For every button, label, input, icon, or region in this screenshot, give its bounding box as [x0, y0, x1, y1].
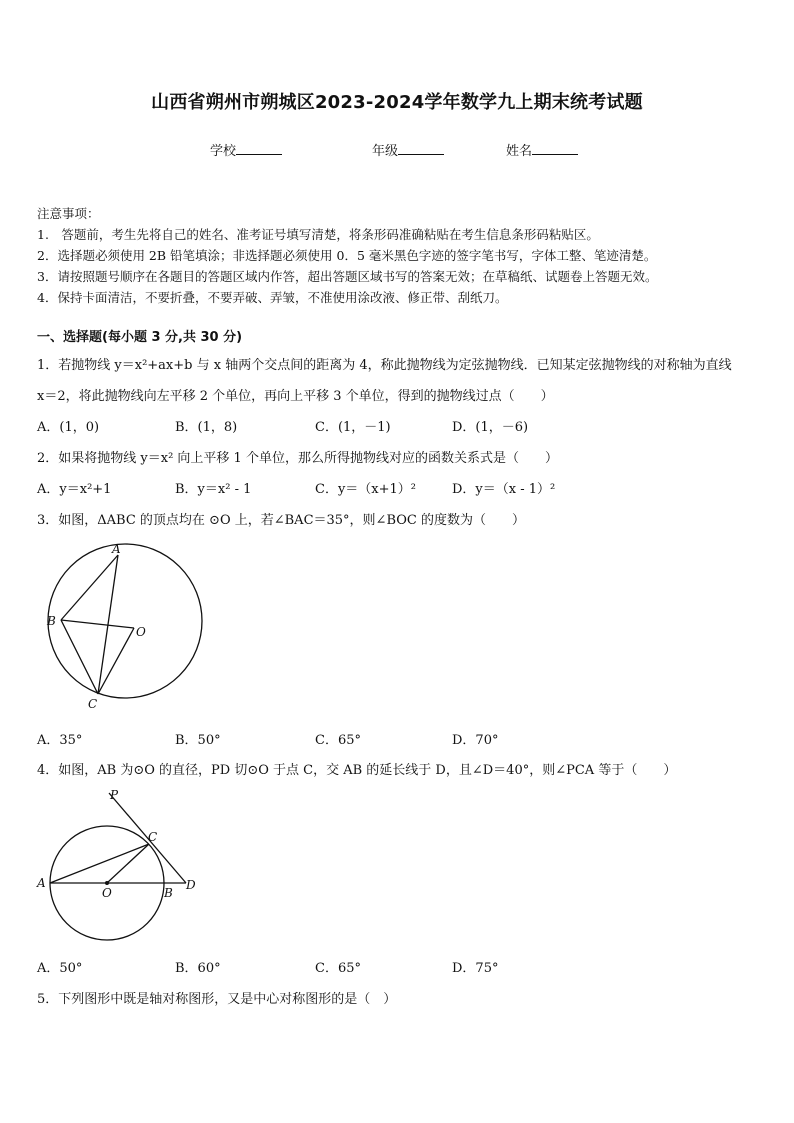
- note-item: 4．保持卡面清洁，不要折叠，不要弄破、弄皱，不准使用涂改液、修正带、刮纸刀。: [37, 290, 508, 305]
- notes-block: [37, 203, 757, 308]
- page-title: 山西省朔州市朔城区2023-2024学年数学九上期末统考试题: [151, 92, 643, 113]
- school-label: 学校: [210, 144, 237, 159]
- notes-heading: 注意事项：: [37, 206, 100, 221]
- q3-segment-bo: [61, 620, 134, 628]
- q3-option-a: A．35°: [37, 733, 83, 748]
- q2-text: 2．如果将抛物线 y＝x² 向上平移 1 个单位，那么所得抛物线对应的函数关系式是（ ）: [37, 451, 558, 466]
- q3-label-c: C: [88, 697, 98, 711]
- q4-option-b: B．60°: [175, 961, 221, 976]
- name-blank: [532, 142, 578, 155]
- q4-option-a: A．50°: [37, 961, 83, 976]
- note-item: 1. 答题前，考生先将自己的姓名、准考证号填写清楚，将条形码准确粘贴在考生信息条形码粘贴区。: [37, 227, 599, 242]
- q2-option-b: B．y＝x² - 1: [175, 482, 252, 497]
- q1-option-c: C．(1，－1): [315, 420, 391, 435]
- q4-label-o: O: [102, 886, 112, 900]
- q4-circle-figure: [36, 787, 206, 942]
- q1-option-b: B．(1，8): [175, 420, 238, 435]
- q3-option-c: C．65°: [315, 733, 361, 748]
- name-label: 姓名: [506, 144, 533, 159]
- q4-label-b: B: [164, 886, 173, 900]
- q4-label-p: P: [110, 788, 119, 802]
- q3-label-o: O: [136, 625, 146, 639]
- q4-option-c: C．65°: [315, 961, 361, 976]
- q4-text: 4．如图，AB 为⊙O 的直径，PD 切⊙O 于点 C，交 AB 的延长线于 D，且∠D＝40°，则∠PCA 等于（ ）: [37, 763, 677, 778]
- note-item: 3．请按照题号顺序在各题目的答题区域内作答，超出答题区域书写的答案无效；在草稿纸、试题卷上答题无效。: [37, 269, 658, 284]
- section-heading: 一、选择题(每小题 3 分,共 30 分): [37, 330, 243, 345]
- grade-label: 年级: [372, 144, 399, 159]
- q3-text: 3．如图，ΔABC 的顶点均在 ⊙O 上，若∠BAC＝35°，则∠BOC 的度数为（ ）: [37, 513, 525, 528]
- school-field: [210, 140, 282, 159]
- q1-line2: x＝2，将此抛物线向左平移 2 个单位，再向上平移 3 个单位，得到的抛物线过点（ ）: [37, 389, 554, 404]
- q1-option-a: A．(1，0): [37, 420, 100, 435]
- q3-label-b: B: [47, 614, 56, 628]
- q1-line1: 1．若抛物线 y＝x²+ax+b 与 x 轴两个交点间的距离为 4，称此抛物线为定弦抛物线．已知某定弦抛物线的对称轴为直线: [37, 358, 732, 373]
- q4-segment-ac: [50, 844, 149, 883]
- q4-label-a: A: [37, 876, 46, 890]
- q2-option-c: C．y＝（x+1）²: [315, 482, 416, 497]
- q3-circle-figure: [40, 540, 240, 715]
- q3-option-d: D．70°: [452, 733, 499, 748]
- q5-text: 5．下列图形中既是轴对称图形，又是中心对称图形的是（ ）: [37, 992, 397, 1007]
- q4-label-d: D: [186, 878, 196, 892]
- grade-blank: [398, 142, 444, 155]
- grade-field: [372, 140, 444, 159]
- name-field: [506, 140, 578, 159]
- q1-option-d: D．(1，－6): [452, 420, 529, 435]
- q4-center-dot: [105, 881, 109, 885]
- q3-option-b: B．50°: [175, 733, 221, 748]
- q2-option-a: A．y＝x²+1: [37, 482, 112, 497]
- note-item: 2．选择题必须使用 2B 铅笔填涂；非选择题必须使用 0．5 毫米黑色字迹的签字笔书写，字体工整、笔迹清楚。: [37, 248, 657, 263]
- q4-option-d: D．75°: [452, 961, 499, 976]
- school-blank: [236, 142, 282, 155]
- q2-option-d: D．y＝（x - 1）²: [452, 482, 556, 497]
- q4-label-c: C: [148, 830, 158, 844]
- q3-label-a: A: [112, 542, 121, 556]
- q4-segment-oc: [107, 844, 149, 883]
